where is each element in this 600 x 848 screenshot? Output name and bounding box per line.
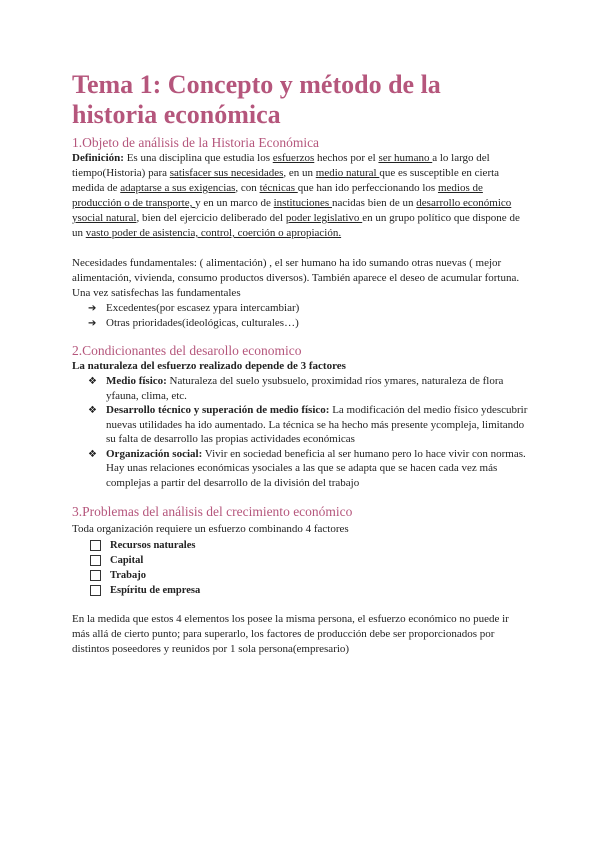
list-item-content (106, 374, 528, 403)
list-item-text: Excedentes(por escasez ypara intercambiar) (106, 302, 300, 314)
def-text: hechos por el (314, 152, 379, 164)
list-item-text: Otras prioridades(ideológicas, culturales…) (106, 317, 299, 329)
needs-paragraph: Necesidades fundamentales: ( alimentación) , el ser humano ha ido sumando otras nuevas ( mejor alimentación, vivienda, consumo productos diversos). También aparece el deseo de acumular fortuna. (72, 257, 520, 284)
def-underlined: técnicas (259, 182, 298, 194)
after-paragraph: Una vez satisfechas las fundamentales (72, 287, 241, 299)
def-underlined: satisfacer sus necesidades (169, 167, 284, 179)
def-text: que han ido perfeccionando los (297, 182, 438, 194)
def-underlined: medios de producción o de transporte, (72, 182, 483, 209)
definition-paragraph (72, 151, 528, 241)
page-title: Tema 1: Concepto y método de la historia económica (72, 70, 441, 129)
checklist-label: Recursos naturales (110, 540, 196, 551)
subheading-text: La naturaleza del esfuerzo realizado depende de 3 factores (72, 360, 346, 372)
list-item (88, 316, 528, 331)
def-underlined: desarrollo económico ysocial natural (72, 197, 512, 224)
factors-list (72, 374, 528, 490)
checklist-item (90, 583, 528, 598)
def-text: que es susceptible en cierta medida de (72, 167, 500, 194)
item-label: Organización social: (106, 447, 203, 460)
def-text: nacidas bien de un (331, 197, 417, 209)
section-1-heading: 1.Objeto de análisis de la Historia Económica (72, 135, 320, 150)
diamond-bullet-icon: ❖ (88, 376, 97, 387)
def-text: , bien del ejercicio deliberado del (136, 212, 286, 224)
checklist-label: Espíritu de empresa (110, 585, 201, 596)
document-page (72, 70, 528, 657)
item-text: Naturaleza del suelo ysubsuelo, proximidad ríos ymares, naturaleza de flora yfauna, clima, etc. (106, 375, 504, 402)
section-3-heading: 3.Problemas del análisis del crecimiento económico (72, 504, 353, 519)
checkbox[interactable] (90, 540, 101, 551)
def-text: , con (235, 182, 260, 194)
checklist-item (90, 538, 528, 553)
item-label: Desarrollo técnico y superación de medio físico: (106, 404, 330, 416)
list-item (88, 374, 528, 403)
def-underlined: poder legislativo (285, 212, 363, 224)
item-text: La modificación del medio físico ydescubrir nuevas utilidades ha ido aumentado. La técnica se ha hecho más presente ycompleja, limitando su falta de desarrollo las propias actividades económicas (106, 404, 528, 445)
def-text: Es una disciplina que estudia los (123, 152, 273, 164)
def-text: , en un (283, 167, 316, 179)
section-2-heading: 2.Condicionantes del desarollo economico (72, 343, 302, 358)
diamond-bullet-icon: ❖ (88, 448, 97, 460)
list-item (88, 403, 528, 447)
priorities-list (72, 301, 528, 331)
item-label: Medio físico: (106, 375, 167, 387)
def-text: a lo largo del tiempo(Historia) para (72, 152, 490, 179)
closing-paragraph: En la medida que estos 4 elementos los posee la misma persona, el esfuerzo económico no puede ir más allá de cierto punto; para superarlo, los factores de producción debe ser proporcionados por distintos poseedores y reunidos por 1 sola persona(empresario) (72, 613, 509, 655)
def-underlined: medio natural (315, 167, 380, 179)
section-3-intro: Toda organización requiere un esfuerzo combinando 4 factores (72, 523, 349, 535)
checkbox[interactable] (90, 570, 101, 581)
def-underlined: vasto poder de asistencia, control, coerción o apropiación. (85, 227, 342, 239)
definition-label: Definición: (72, 152, 124, 164)
arrow-bullet-icon: ➔ (88, 303, 97, 314)
def-text: en un grupo político que dispone de un (72, 212, 520, 239)
diamond-bullet-icon: ❖ (88, 405, 97, 416)
checklist-item (90, 568, 528, 583)
item-text: Vivir en sociedad beneficia al ser humano pero lo hace vivir con normas. Hay unas relaciones económicas ysociales a las que se adapta que se hacen cada vez más complejas a partir del desarrollo de la división del trabajo (106, 447, 526, 489)
checklist-item (90, 553, 528, 568)
list-item (88, 301, 528, 316)
def-underlined: ser humano (378, 152, 433, 164)
section-2-subheading (72, 359, 528, 374)
def-underlined: instituciones (273, 197, 332, 209)
checklist-label: Trabajo (110, 570, 146, 581)
def-underlined: adaptarse a sus exigencias (120, 182, 236, 194)
list-item-content (106, 447, 528, 491)
arrow-bullet-icon: ➔ (88, 318, 97, 329)
def-underlined: esfuerzos (272, 152, 315, 164)
def-text: y en un marco de (195, 197, 274, 209)
list-item (88, 447, 528, 491)
checkbox[interactable] (90, 555, 101, 566)
checklist (72, 538, 528, 598)
list-item-content (106, 403, 528, 447)
checkbox[interactable] (90, 585, 101, 596)
checklist-label: Capital (110, 555, 144, 566)
